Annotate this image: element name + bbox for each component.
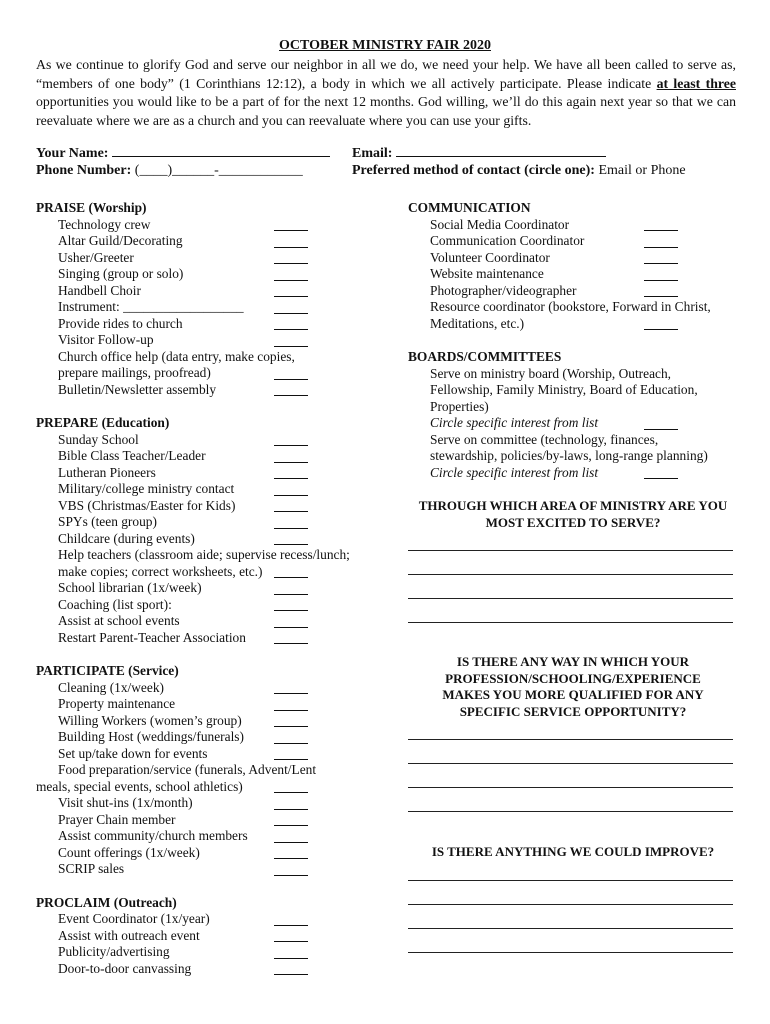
checkbox-line[interactable]: [274, 329, 308, 330]
answer-line[interactable]: [408, 550, 733, 551]
section-title: PROCLAIM (Outreach): [36, 894, 177, 910]
checkbox-line[interactable]: [644, 247, 678, 248]
checkbox-line[interactable]: [644, 296, 678, 297]
list-item: Assist at school events: [36, 613, 326, 630]
question-most-excited: [408, 498, 738, 623]
question-title: IS THERE ANYTHING WE COULD IMPROVE?: [431, 844, 715, 859]
section-title: PARTICIPATE (Service): [36, 663, 179, 678]
checkbox-line[interactable]: [274, 379, 308, 380]
checkbox-line[interactable]: [274, 511, 308, 512]
section-title: BOARDS/COMMITTEES: [408, 349, 562, 364]
checkbox-line[interactable]: [274, 759, 308, 760]
form-title: OCTOBER MINISTRY FAIR 2020: [279, 38, 491, 53]
list-item: Church office help (data entry, make copies, prepare mailings, proofread): [36, 349, 336, 382]
list-item: Serve on committee (technology, finances, stewardship, policies/by-laws, long-range planning): [430, 431, 708, 463]
list-item: Property maintenance: [36, 696, 326, 713]
checkbox-line[interactable]: [274, 395, 308, 396]
list-item: Sunday School: [36, 432, 326, 449]
section-boards-committees: [408, 349, 738, 481]
name-input-line[interactable]: [112, 144, 330, 157]
checkbox-line[interactable]: [274, 925, 308, 926]
name-label: Your Name:: [36, 146, 109, 161]
list-item: Website maintenance: [408, 266, 738, 283]
right-column: [408, 200, 738, 953]
list-item: Help teachers (classroom aide; supervise recess/lunch; make copies; correct worksheets, etc.): [58, 547, 350, 579]
answer-line[interactable]: [408, 763, 733, 764]
question-qualified: [408, 654, 738, 812]
list-item: SPYs (teen group): [36, 514, 326, 531]
list-item: Visitor Follow-up: [36, 332, 326, 349]
question-improve: [408, 844, 738, 953]
checkbox-line[interactable]: [274, 743, 308, 744]
list-item: Restart Parent-Teacher Association: [36, 630, 326, 647]
section-proclaim: [36, 895, 326, 978]
checkbox-line[interactable]: [274, 280, 308, 281]
intro-text-1: As we continue to glorify God and serve our neighbor in all we do, we need your help. We have all been called to serve as, “members of one body” (1 Corinthians 12:12), a body in which we all actively participate. Please indicate: [36, 57, 736, 91]
checkbox-line[interactable]: [274, 346, 308, 347]
answer-line[interactable]: [408, 811, 733, 812]
list-item: Bible Class Teacher/Leader: [36, 448, 326, 465]
answer-line[interactable]: [408, 574, 733, 575]
list-item: Childcare (during events): [36, 531, 326, 548]
list-item: Social Media Coordinator: [408, 217, 738, 234]
list-item: Set up/take down for events: [36, 746, 326, 763]
checkbox-line[interactable]: [274, 263, 308, 264]
list-item: Instrument: __________________: [36, 299, 326, 316]
phone-input-mask[interactable]: (____)______-____________: [134, 163, 303, 178]
checkbox-line[interactable]: [274, 710, 308, 711]
checkbox-line[interactable]: [274, 478, 308, 479]
checkbox-line[interactable]: [274, 858, 308, 859]
list-item: VBS (Christmas/Easter for Kids): [36, 498, 326, 515]
checkbox-line[interactable]: [274, 528, 308, 529]
list-item: Circle specific interest from list: [408, 465, 738, 482]
checkbox-line[interactable]: [274, 495, 308, 496]
intro-text-2: opportunities you would like to be a part of for the next 12 months. God willing, we’ll do this again next year so that we can reevaluate where we are as a church and you can reevaluate where you can use your gifts.: [36, 94, 736, 128]
left-column: [36, 200, 350, 994]
answer-line[interactable]: [408, 787, 733, 788]
checkbox-line[interactable]: [274, 809, 308, 810]
list-item: Serve on ministry board (Worship, Outreach, Fellowship, Family Ministry, Board of Education, Properties): [430, 365, 698, 414]
checkbox-line[interactable]: [644, 478, 678, 479]
section-prepare: [36, 415, 350, 646]
answer-line[interactable]: [408, 739, 733, 740]
section-title: COMMUNICATION: [408, 200, 531, 215]
section-communication: [408, 200, 738, 332]
email-input-line[interactable]: [396, 144, 606, 157]
list-item: Count offerings (1x/week): [36, 845, 326, 862]
checkbox-line[interactable]: [644, 329, 678, 330]
phone-field-row: [36, 163, 303, 180]
list-item: Building Host (weddings/funerals): [36, 729, 326, 746]
checkbox-line[interactable]: [274, 462, 308, 463]
answer-line[interactable]: [408, 598, 733, 599]
checkbox-line[interactable]: [644, 230, 678, 231]
list-item: Handbell Choir: [36, 283, 326, 300]
list-item: Altar Guild/Decorating: [36, 233, 326, 250]
checkbox-line[interactable]: [274, 842, 308, 843]
answer-line[interactable]: [408, 622, 733, 623]
preferred-contact-options[interactable]: Email or Phone: [598, 163, 686, 178]
list-item: Provide rides to church: [36, 316, 326, 333]
list-item: Cleaning (1x/week): [36, 680, 326, 697]
checkbox-line[interactable]: [274, 958, 308, 959]
checkbox-line[interactable]: [644, 429, 678, 430]
preferred-contact-label: Preferred method of contact (circle one):: [352, 163, 595, 178]
checkbox-line[interactable]: [644, 263, 678, 264]
intro-paragraph: [36, 56, 736, 130]
section-title: PREPARE (Education): [36, 415, 170, 430]
checkbox-line[interactable]: [274, 726, 308, 727]
list-item: Food preparation/service (funerals, Advent/Lent meals, special events, school athletics): [36, 762, 317, 794]
list-item: Volunteer Coordinator: [408, 250, 738, 267]
checkbox-line[interactable]: [274, 445, 308, 446]
list-item: Military/college ministry contact: [36, 481, 326, 498]
list-item: Prayer Chain member: [36, 812, 326, 829]
list-item: Lutheran Pioneers: [36, 465, 326, 482]
checkbox-line[interactable]: [274, 313, 308, 314]
question-title: IS THERE ANY WAY IN WHICH YOUR PROFESSION/SCHOOLING/EXPERIENCE MAKES YOU MORE QUALIFIED FOR ANY SPECIFIC SERVICE OPPORTUNITY?: [442, 654, 704, 719]
list-item: Usher/Greeter: [36, 250, 326, 267]
checkbox-line[interactable]: [274, 544, 308, 545]
checkbox-line[interactable]: [274, 941, 308, 942]
checkbox-line[interactable]: [274, 792, 308, 793]
list-item: Willing Workers (women’s group): [36, 713, 326, 730]
checkbox-line[interactable]: [274, 594, 308, 595]
list-item: Coaching (list sport):: [36, 597, 326, 614]
checkbox-line[interactable]: [644, 280, 678, 281]
answer-line[interactable]: [408, 952, 733, 953]
intro-emphasis: at least three: [656, 75, 736, 91]
question-title: THROUGH WHICH AREA OF MINISTRY ARE YOU MOST EXCITED TO SERVE?: [418, 498, 728, 530]
checkbox-line[interactable]: [274, 296, 308, 297]
checkbox-line[interactable]: [274, 643, 308, 644]
list-item: Publicity/advertising: [36, 944, 326, 961]
section-praise: [36, 200, 326, 398]
email-label: Email:: [352, 146, 393, 161]
list-item: Bulletin/Newsletter assembly: [36, 382, 326, 399]
list-item: School librarian (1x/week): [36, 580, 326, 597]
list-item: Communication Coordinator: [408, 233, 738, 250]
list-item: Technology crew: [36, 217, 326, 234]
checkbox-line[interactable]: [274, 247, 308, 248]
checkbox-line[interactable]: [274, 577, 308, 578]
list-item: Singing (group or solo): [36, 266, 326, 283]
section-title: PRAISE (Worship): [36, 200, 147, 215]
list-item: Photographer/videographer: [408, 283, 738, 300]
list-item: Resource coordinator (bookstore, Forward in Christ, Meditations, etc.): [430, 299, 711, 331]
list-item: Circle specific interest from list: [408, 415, 738, 432]
phone-label: Phone Number:: [36, 163, 132, 178]
checkbox-line[interactable]: [274, 610, 308, 611]
list-item: Door-to-door canvassing: [36, 961, 326, 978]
list-item: Assist community/church members: [36, 828, 326, 845]
checkbox-line[interactable]: [274, 825, 308, 826]
list-item: Visit shut-ins (1x/month): [36, 795, 326, 812]
preferred-contact-row: [352, 163, 686, 180]
name-field-row: [36, 144, 330, 163]
checkbox-line[interactable]: [274, 875, 308, 876]
answer-line[interactable]: [408, 880, 733, 881]
list-item: Event Coordinator (1x/year): [36, 911, 326, 928]
section-participate: [36, 663, 326, 878]
checkbox-line[interactable]: [274, 627, 308, 628]
answer-line[interactable]: [408, 904, 733, 905]
answer-line[interactable]: [408, 928, 733, 929]
email-field-row: [352, 144, 606, 163]
checkbox-line[interactable]: [274, 974, 308, 975]
checkbox-line[interactable]: [274, 230, 308, 231]
list-item: SCRIP sales: [36, 861, 326, 878]
list-item: Assist with outreach event: [36, 928, 326, 945]
checkbox-line[interactable]: [274, 693, 308, 694]
